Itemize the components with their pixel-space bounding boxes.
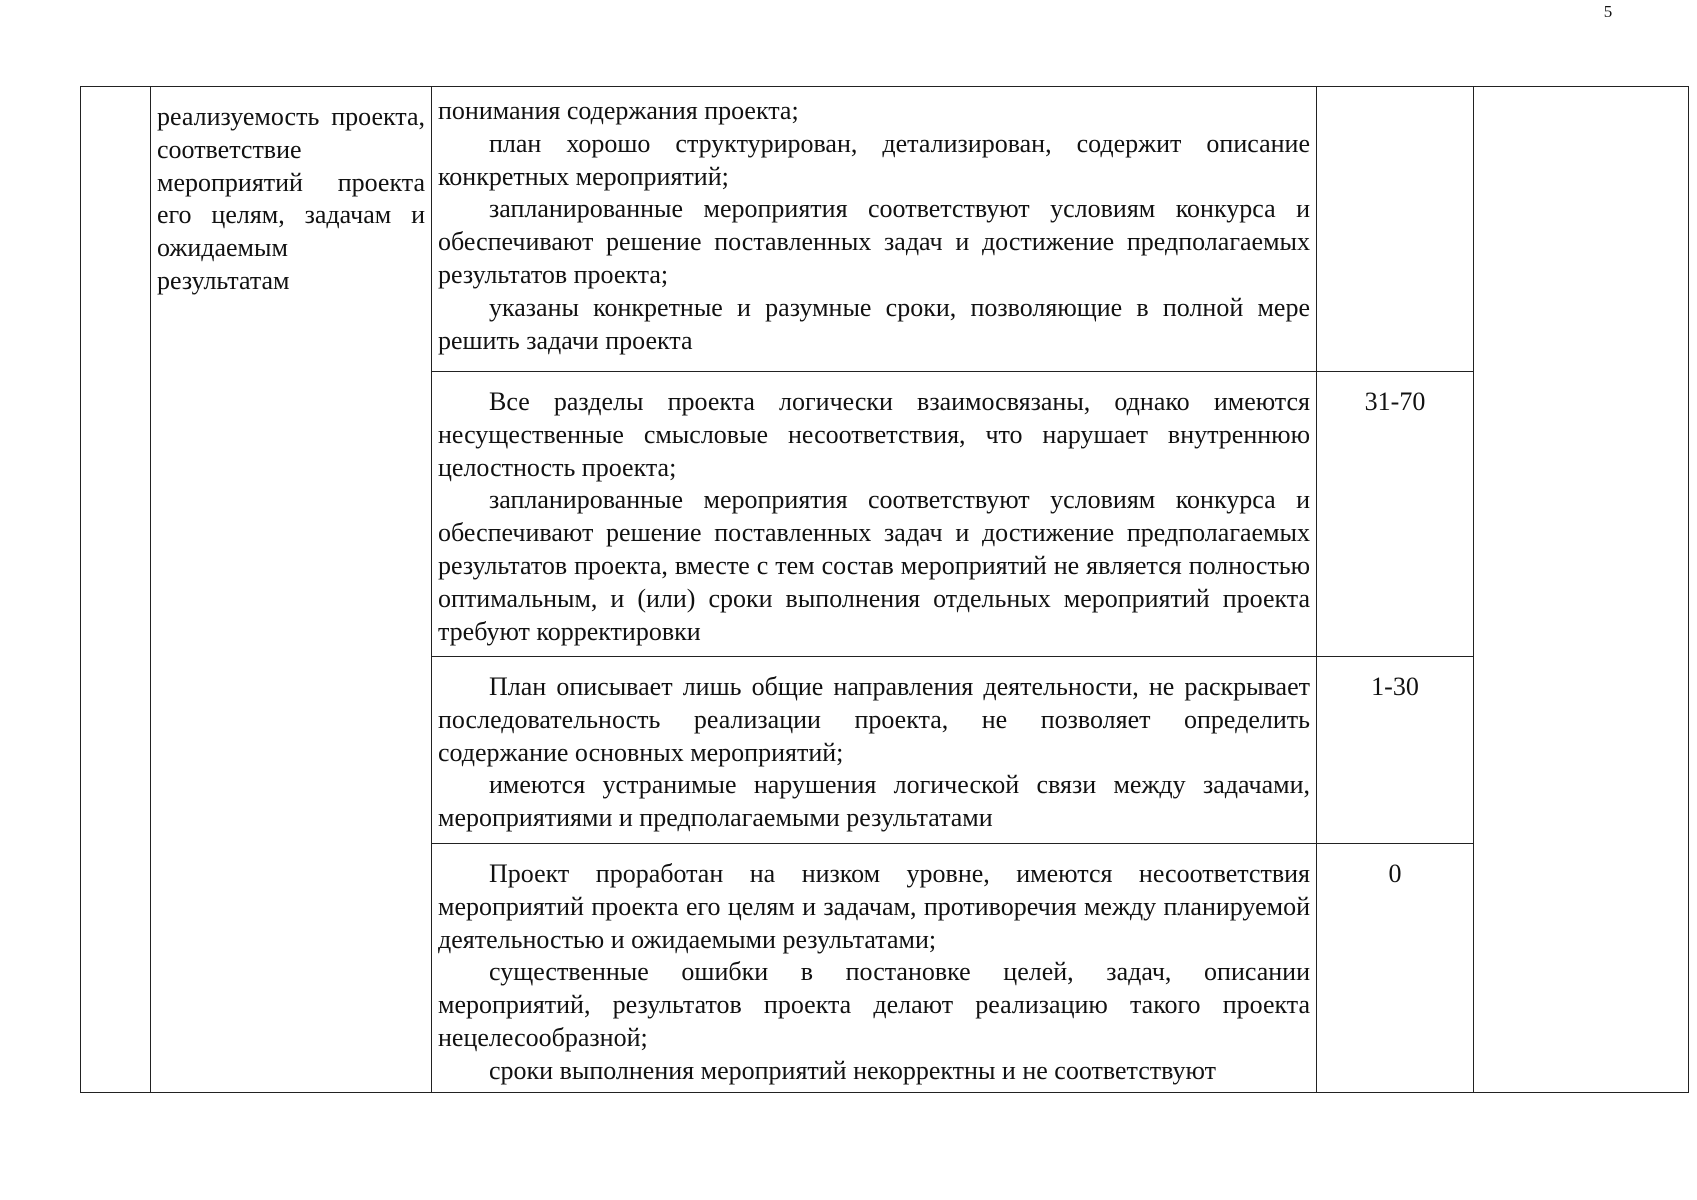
table-row (81, 87, 1689, 372)
score-cell: 0 (1317, 844, 1474, 1093)
description-paragraph: план хорошо структурирован, детализирован, содержит описание конкретных мероприятий; (438, 128, 1310, 191)
criteria-table (80, 86, 1689, 1093)
description-paragraph: имеются устранимые нарушения логической связи между задачами, мероприятиями и предполагаемыми результатами (438, 770, 1310, 833)
description-cell (432, 87, 1317, 372)
description-paragraph: понимания содержания проекта; (438, 96, 799, 125)
score-cell: 1-30 (1317, 657, 1474, 844)
description-paragraph: План описывает лишь общие направления деятельности, не раскрывает последовательность реализации проекта, не позволяет определить содержание основных мероприятий; (438, 672, 1310, 767)
score-cell (1317, 87, 1474, 372)
criterion-name-cell (151, 87, 432, 1093)
extra-cell (1474, 87, 1689, 1093)
description-cell (432, 844, 1317, 1093)
description-paragraph: существенные ошибки в постановке целей, задач, описании мероприятий, результатов проекта делают реализацию такого проекта нецелесообразной; (438, 957, 1310, 1052)
score-cell: 31-70 (1317, 372, 1474, 657)
description-paragraph: Проект проработан на низком уровне, имеются несоответствия мероприятий проекта его целям и задачам, противоречия между планируемой деятельностью и ожидаемыми результатами; (438, 859, 1310, 954)
criterion-name: реализуемость проекта, соответствие мероприятий проекта его целям, задачам и ожидаемым результатам (157, 102, 425, 295)
description-paragraph: указаны конкретные и разумные сроки, позволяющие в полной мере решить задачи проекта (438, 292, 1310, 355)
description-cell (432, 372, 1317, 657)
description-paragraph: запланированные мероприятия соответствуют условиям конкурса и обеспечивают решение поставленных задач и достижение предполагаемых результатов проекта; (438, 194, 1310, 289)
description-paragraph: запланированные мероприятия соответствуют условиям конкурса и обеспечивают решение поставленных задач и достижение предполагаемых результатов проекта, вместе с тем состав мероприятий не является полностью оптимальным, и (или) сроки выполнения отдельных мероприятий проекта требуют корректировки (438, 485, 1310, 646)
description-paragraph: сроки выполнения мероприятий некорректны и не соответствуют (489, 1055, 1216, 1085)
page-number: 5 (1603, 2, 1613, 21)
description-paragraph: Все разделы проекта логически взаимосвязаны, однако имеются несущественные смысловые несоответствия, что нарушает внутреннюю целостность проекта; (438, 387, 1310, 482)
row-number-cell (81, 87, 151, 1093)
description-cell (432, 657, 1317, 844)
